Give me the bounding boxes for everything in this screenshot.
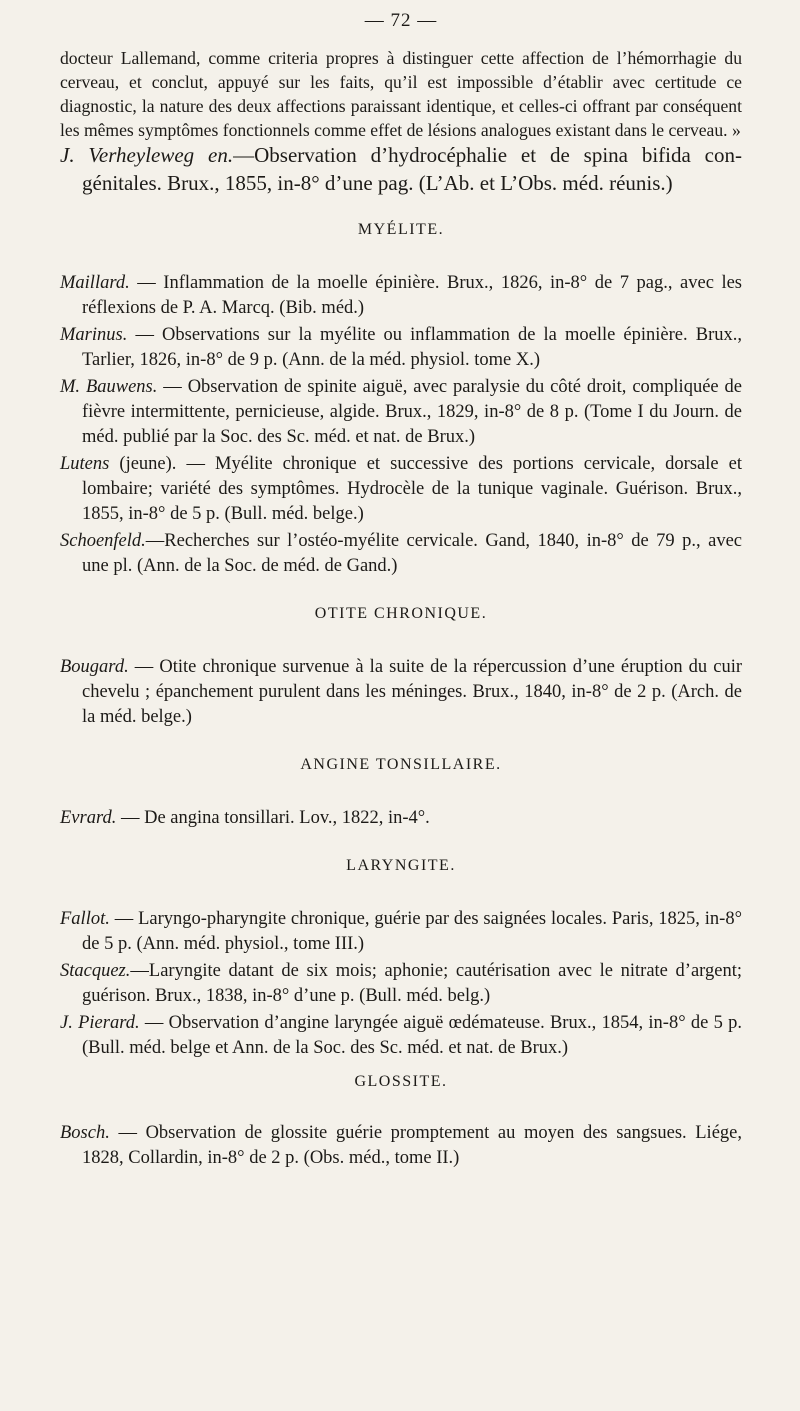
section-heading-myelite: MYÉLITE. <box>357 221 445 238</box>
bibliography-entry <box>60 452 742 527</box>
bibliography-entry <box>60 375 742 450</box>
entry-text: — De angina tonsillari. Lov., 1822, in-4°. <box>116 808 430 828</box>
entry-text: — Observation de spinite aiguë, avec paralysie du côté droit, compliquée de fièvre intermittente, pernicieuse, algide. Brux., 1829, in-8° de 8 p. (Tome I du Journ. de méd. publié par la Soc. des Sc. méd. et nat. de Brux.) <box>82 377 742 447</box>
entry-text: — Observation de glossite guérie promptement au moyen des sangsues. Liége, 1828, Collardin, in-8° de 2 p. (Obs. méd., tome II.) <box>82 1123 742 1168</box>
entry-text: —Laryngite datant de six mois; aphonie; cautérisation avec le nitrate d’argent; guérison. Brux., 1838, in-8° d’une p. (Bull. méd. belg.) <box>82 961 742 1006</box>
entry-author: Lutens <box>60 454 110 474</box>
entry-author: M. Bauwens. <box>60 377 158 397</box>
entry-author: Bosch. <box>60 1123 110 1143</box>
bibliography-entry <box>60 142 742 197</box>
section-heading-otite: OTITE CHRONIQUE. <box>314 605 488 622</box>
entry-text: — Laryngo-pharyngite chronique, guérie par des saignées locales. Paris, 1825, in-8° de 5 p. (Ann. méd. physiol., tome III.) <box>82 909 742 954</box>
entry-author: Fallot. <box>60 909 110 929</box>
bibliography-entry <box>60 806 742 831</box>
page-number: — 72 — <box>364 10 438 31</box>
section-heading-angine: ANGINE TONSILLAIRE. <box>300 756 502 773</box>
bibliography-entry <box>60 1121 742 1171</box>
entry-author: Maillard. <box>60 273 130 293</box>
entry-author: Evrard. <box>60 808 117 828</box>
bibliography-entry <box>60 907 742 957</box>
intro-paragraph: docteur Lallemand, comme criteria propres à distinguer cette affection de l’hémorrhagie du cerveau, et conclut, appuyé sur les faits, qu’il est impossible d’établir avec certitude ce diagnostic, la nature des deux affections paraissant identique, et celles-ci offrant par conséquent les mêmes symptômes fonctionnels comme effet de lésions analogues existant dans le cerveau. » <box>60 48 742 140</box>
entry-text: —Observation d’hydrocéphalie et de spina bifida congénitales. Brux., 1855, in-8° d’une pag. (L’Ab. et L’Obs. méd. réunis.) <box>82 143 743 195</box>
bibliography-entry <box>60 529 742 579</box>
entry-author: J. Verheyleweg en. <box>60 143 234 167</box>
section-heading-laryngite: LARYNGITE. <box>346 857 456 874</box>
entry-author: Marinus. <box>60 325 128 345</box>
bibliography-entry <box>60 959 742 1009</box>
entry-author: J. Pierard. <box>60 1013 140 1033</box>
section-heading-glossite: GLOSSITE. <box>354 1073 448 1090</box>
entry-author: Bougard. <box>60 657 129 677</box>
entry-text: — Observation d’angine laryngée aiguë œdémateuse. Brux., 1854, in-8° de 5 p. (Bull. méd. belge et Ann. de la Soc. des Sc. méd. et nat. de Brux.) <box>82 1013 742 1058</box>
bibliography-entry <box>60 1011 742 1061</box>
entry-text: — Otite chronique survenue à la suite de la répercussion d’une éruption du cuir chevelu ; épanchement purulent dans les méninges. Brux., 1840, in-8° de 2 p. (Arch. de la méd. belge.) <box>82 657 742 727</box>
bibliography-entry <box>60 271 742 321</box>
entry-text: — Observations sur la myélite ou inflammation de la moelle épinière. Brux., Tarlier, 1826, in-8° de 9 p. (Ann. de la méd. physiol. tome X.) <box>82 325 742 370</box>
entry-text: — Inflammation de la moelle épinière. Brux., 1826, in-8° de 7 pag., avec les réflexions de P. A. Marcq. (Bib. méd.) <box>82 273 742 318</box>
entry-text: (jeune). — Myélite chronique et successive des portions cervicale, dorsale et lombaire; variété des symptômes. Hydrocèle de la tunique vaginale. Guérison. Brux., 1855, in-8° de 5 p. (Bull. méd. belge.) <box>82 454 742 524</box>
bibliography-entry <box>60 655 742 730</box>
entry-author: Schoenfeld. <box>60 531 146 551</box>
entry-author: Stacquez. <box>60 961 131 981</box>
entry-text: —Recherches sur l’ostéo-myélite cervicale. Gand, 1840, in-8° de 79 p., avec une pl. (Ann. de la Soc. de méd. de Gand.) <box>82 531 742 576</box>
bibliography-entry <box>60 323 742 373</box>
